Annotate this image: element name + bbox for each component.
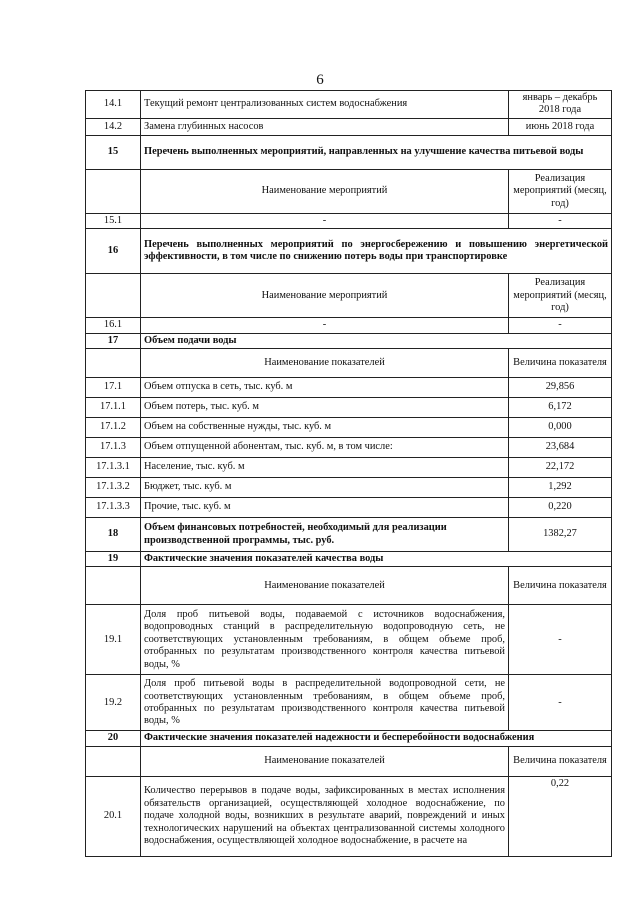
table-row xyxy=(86,458,612,478)
row-value: 6,172 xyxy=(509,398,612,418)
section-title: Фактические значения показателей надежности и бесперебойности водоснабжения xyxy=(141,731,612,746)
page-number: 6 xyxy=(316,72,324,88)
table-row xyxy=(86,378,612,398)
section-title: Перечень выполненных мероприятий, направленных на улучшение качества питьевой воды xyxy=(141,135,612,169)
column-header-row xyxy=(86,746,612,776)
row-number: 17.1 xyxy=(86,378,141,398)
row-description: Количество перерывов в подаче воды, зафиксированных в местах исполнения обязательств организацией, осуществляющей холодное водоснабжение, по подаче холодной воды, возникших в результате аварий, повреждений и иных технологических нарушений на объектах централизованной системы холодного водоснабжения, осуществляющей холодное водоснабжение, в расчете на xyxy=(141,776,509,856)
table-row xyxy=(86,518,612,552)
program-table xyxy=(85,90,612,857)
table-row xyxy=(86,438,612,458)
column-header-name: Наименование показателей xyxy=(141,746,509,776)
column-header-name: Наименование мероприятий xyxy=(141,274,509,318)
row-number: 17.1.1 xyxy=(86,398,141,418)
row-description: - xyxy=(141,318,509,333)
section-row xyxy=(86,229,612,274)
table-row xyxy=(86,398,612,418)
section-row xyxy=(86,333,612,348)
row-value: - xyxy=(509,675,612,731)
table-row xyxy=(86,213,612,228)
row-number: 17.1.3.1 xyxy=(86,458,141,478)
section-row xyxy=(86,135,612,169)
row-description: Прочие, тыс. куб. м xyxy=(141,498,509,518)
row-number: 15.1 xyxy=(86,213,141,228)
table-row xyxy=(86,418,612,438)
row-value: 0,220 xyxy=(509,498,612,518)
row-number: 17.1.3.2 xyxy=(86,478,141,498)
row-description: Объем потерь, тыс. куб. м xyxy=(141,398,509,418)
column-header-value: Реализация мероприятий (месяц, год) xyxy=(509,274,612,318)
row-number: 19.1 xyxy=(86,605,141,675)
row-value: январь – декабрь 2018 года xyxy=(509,91,612,119)
table-row xyxy=(86,118,612,135)
row-number: 17.1.3.3 xyxy=(86,498,141,518)
row-value: 1382,27 xyxy=(509,518,612,552)
blank-cell xyxy=(86,169,141,213)
row-number: 17.1.2 xyxy=(86,418,141,438)
row-number: 14.2 xyxy=(86,118,141,135)
blank-cell xyxy=(86,746,141,776)
row-number: 14.1 xyxy=(86,91,141,119)
column-header-name: Наименование показателей xyxy=(141,567,509,605)
blank-cell xyxy=(86,567,141,605)
row-description: Население, тыс. куб. м xyxy=(141,458,509,478)
row-number: 16.1 xyxy=(86,318,141,333)
row-description: Объем отпуска в сеть, тыс. куб. м xyxy=(141,378,509,398)
row-description: Замена глубинных насосов xyxy=(141,118,509,135)
row-description: Объем отпущенной абонентам, тыс. куб. м, в том числе: xyxy=(141,438,509,458)
row-value: - xyxy=(509,318,612,333)
row-description: Текущий ремонт централизованных систем водоснабжения xyxy=(141,91,509,119)
row-value: 0,000 xyxy=(509,418,612,438)
column-header-value: Величина показателя xyxy=(509,746,612,776)
row-value: - xyxy=(509,605,612,675)
column-header-name: Наименование показателей xyxy=(141,349,509,378)
row-value: - xyxy=(509,213,612,228)
section-title: Объем подачи воды xyxy=(141,333,612,348)
blank-cell xyxy=(86,274,141,318)
section-row xyxy=(86,731,612,746)
column-header-row xyxy=(86,349,612,378)
column-header-value: Величина показателя xyxy=(509,349,612,378)
section-row xyxy=(86,552,612,567)
row-description: - xyxy=(141,213,509,228)
table-row xyxy=(86,776,612,856)
row-value: 29,856 xyxy=(509,378,612,398)
row-number: 17.1.3 xyxy=(86,438,141,458)
table-row xyxy=(86,478,612,498)
table-row xyxy=(86,605,612,675)
table-row xyxy=(86,498,612,518)
row-description: Доля проб питьевой воды, подаваемой с источников водоснабжения, водопроводных станций в распределительную водопроводную сеть, не соответствующих установленным требованиям, в общем объеме проб, отобранных по результатам производственного контроля качества питьевой воды, % xyxy=(141,605,509,675)
row-number: 19.2 xyxy=(86,675,141,731)
column-header-row xyxy=(86,274,612,318)
column-header-name: Наименование мероприятий xyxy=(141,169,509,213)
row-value: 1,292 xyxy=(509,478,612,498)
blank-cell xyxy=(86,349,141,378)
row-description: Бюджет, тыс. куб. м xyxy=(141,478,509,498)
row-value: 22,172 xyxy=(509,458,612,478)
table-row xyxy=(86,675,612,731)
row-description: Доля проб питьевой воды в распределительной водопроводной сети, не соответствующих установленным требованиям, в общем объеме проб, отобранных по результатам производственного контроля качества питьевой воды, % xyxy=(141,675,509,731)
row-number: 20.1 xyxy=(86,776,141,856)
section-title: Фактические значения показателей качества воды xyxy=(141,552,612,567)
row-description: Объем на собственные нужды, тыс. куб. м xyxy=(141,418,509,438)
column-header-value: Реализация мероприятий (месяц, год) xyxy=(509,169,612,213)
row-number: 17 xyxy=(86,333,141,348)
row-value: 23,684 xyxy=(509,438,612,458)
row-number: 16 xyxy=(86,229,141,274)
row-description: Объем финансовых потребностей, необходимый для реализации производственной программы, тыс. руб. xyxy=(141,518,509,552)
section-title: Перечень выполненных мероприятий по энергосбережению и повышению энергетической эффективности, в том числе по снижению потерь воды при транспортировке xyxy=(141,229,612,274)
column-header-value: Величина показателя xyxy=(509,567,612,605)
row-number: 15 xyxy=(86,135,141,169)
row-number: 19 xyxy=(86,552,141,567)
row-value: июнь 2018 года xyxy=(509,118,612,135)
column-header-row xyxy=(86,567,612,605)
row-number: 18 xyxy=(86,518,141,552)
row-value: 0,22 xyxy=(509,776,612,856)
row-number: 20 xyxy=(86,731,141,746)
table-row xyxy=(86,91,612,119)
column-header-row xyxy=(86,169,612,213)
table-row xyxy=(86,318,612,333)
